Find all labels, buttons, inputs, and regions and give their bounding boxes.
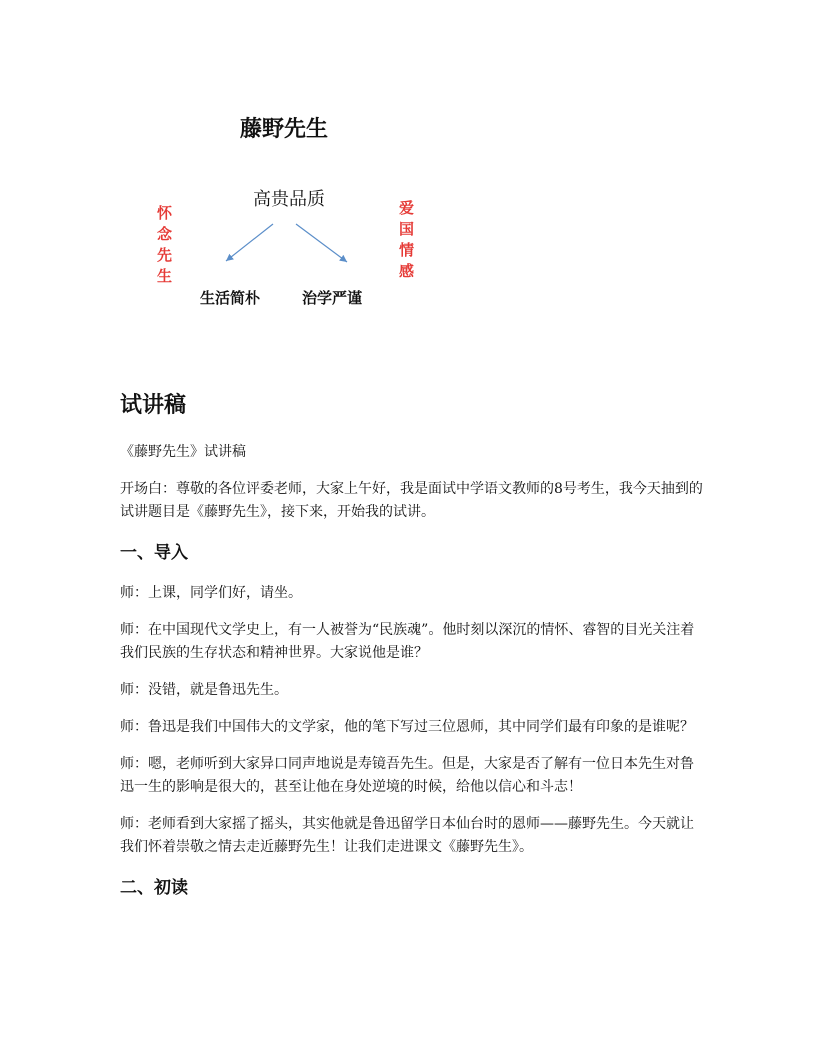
section-heading-2: 二、初读: [120, 878, 188, 898]
right-vertical-label: 爱国情感: [399, 199, 415, 280]
opening-paragraph: 开场白：尊敬的各位评委老师，大家上午好，我是面试中学语文教师的8号考生，我今天抽到的试讲题目是《藤野先生》，接下来，开始我的试讲。: [120, 481, 703, 520]
center-node-label: 高贵品质: [253, 189, 325, 210]
branch-right-label: 治学严谨: [302, 289, 363, 307]
subtitle: 《藤野先生》试讲稿: [120, 444, 246, 460]
document-body: [120, 388, 705, 917]
heading: 试讲稿: [120, 393, 187, 418]
branch-left-label: 生活简朴: [200, 289, 261, 307]
paragraph: 师：在中国现代文学史上，有一人被誉为“民族魂”。他时刻以深沉的情怀、睿智的目光关注着我们民族的生存状态和精神世界。大家说他是谁？: [120, 622, 695, 661]
paragraph: 师：上课，同学们好，请坐。: [120, 585, 302, 601]
arrow-left: [226, 224, 273, 261]
diagram-title: 藤野先生: [240, 117, 329, 142]
paragraph: 师：嗯，老师听到大家异口同声地说是寿镜吾先生。但是，大家是否了解有一位日本先生对鲁迅一生的影响是很大的，甚至让他在身处逆境的时候，给他以信心和斗志！: [120, 756, 694, 795]
paragraph: 师：没错，就是鲁迅先生。: [120, 682, 288, 698]
left-vertical-label: 怀念先生: [157, 204, 173, 285]
section-heading-1: 一、导入: [120, 543, 188, 563]
arrow-right: [296, 224, 347, 262]
paragraph: 师：鲁迅是我们中国伟大的文学家，他的笔下写过三位恩师，其中同学们最有印象的是谁呢？: [120, 719, 694, 735]
paragraph: 师：老师看到大家摇了摇头，其实他就是鲁迅留学日本仙台时的恩师——藤野先生。今天就让我们怀着崇敬之情去走近藤野先生！让我们走进课文《藤野先生》。: [120, 816, 694, 855]
